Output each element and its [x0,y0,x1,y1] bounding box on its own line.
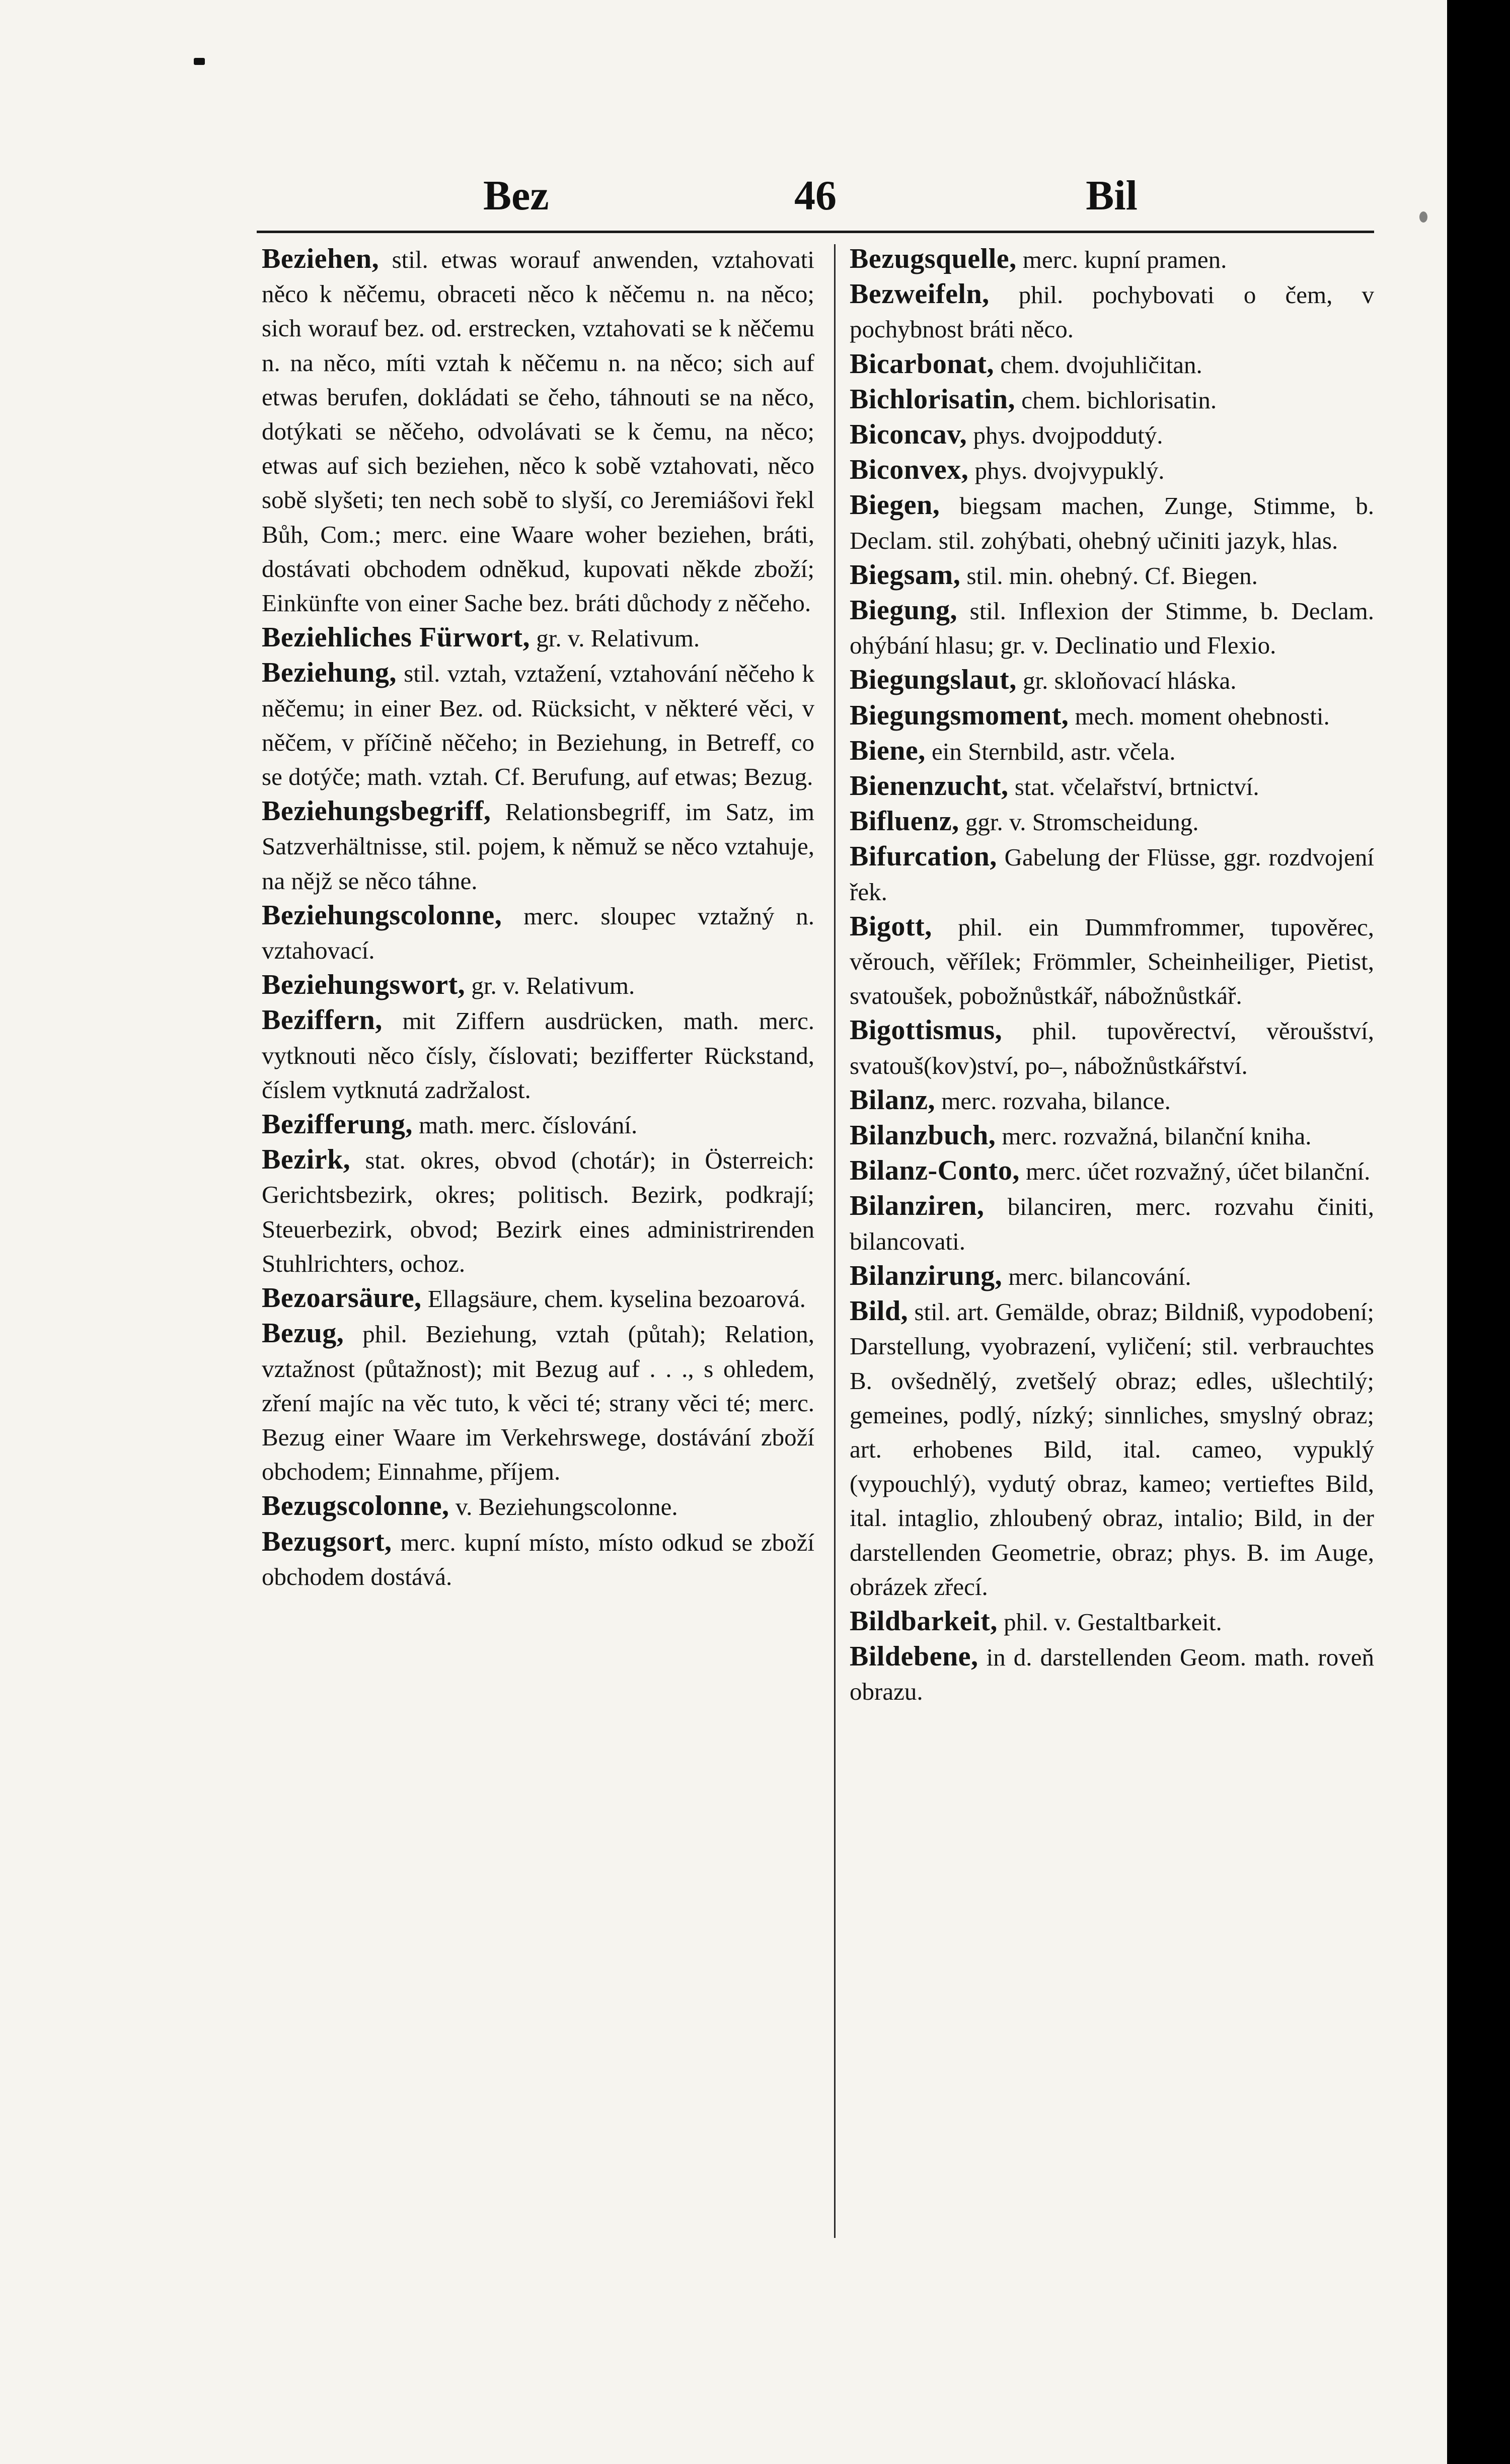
entry-definition: stil. Inflexion der Stimme, b. Declam. ohýbání hlasu; gr. v. Declinatio und Flexio. [850,597,1375,660]
entry-headword: Bifluenz, [850,806,959,837]
entry-headword: Bezugscolonne, [262,1490,449,1522]
entry-definition: mech. moment ohebnosti. [1075,702,1330,730]
dictionary-entry [850,769,1374,804]
dictionary-entry [850,804,1374,839]
entry-headword: Biene, [850,735,926,766]
dictionary-entry [850,1639,1374,1709]
entry-definition: merc. bilancování. [1008,1262,1191,1290]
page-blemish [194,58,205,65]
entry-headword: Bezug, [262,1318,344,1349]
dictionary-entry [262,1489,814,1524]
dictionary-entry [850,242,1374,277]
entry-headword: Beziehungsbegriff, [262,795,491,827]
dictionary-entry [850,1153,1374,1189]
entry-headword: Bildbarkeit, [850,1605,998,1637]
entry-headword: Bigott, [850,910,932,942]
dictionary-entry [262,656,814,794]
entry-definition: merc. účet rozvažný, účet bilanční. [1026,1157,1371,1186]
entry-definition: stat. okres, obvod (chotár); in Österreich: Gerichtsbezirk, okres; politisch. Bezirk, podkrají; Steuerbezirk, obvod; Bezirk eines administrirenden Stuhlrichters, ochoz. [262,1146,814,1277]
entry-headword: Bienenzucht, [850,770,1009,802]
dictionary-entry [262,1142,814,1281]
entry-definition: stil. etwas worauf anwenden, vztahovati něco k něčemu, obraceti něco k něčemu n. na něco; sich worauf bez. od. erstrecken, vztahovati se k něčemu n. na něco, míti vztah k něčemu n. na něco; sich auf etwas berufen, dokládati se čeho, táhnouti se na něco, dotýkati se něčeho, odvolávati se k čemu, na něco; etwas auf sich beziehen, něco k sobě vztahovati, něco sobě slyšeti; ten nech sobě to slyší, co Jeremiášovi řekl Bůh, Com.; merc. eine Waare woher beziehen, bráti, dostávati obchodem odněkud, kupovati někde zboží; Einkünfte von einer Sache bez. bráti důchody z něčeho. [262,246,814,617]
entry-definition: merc. rozvažná, bilanční kniha. [1002,1122,1312,1150]
entry-headword: Biegungsmoment, [850,699,1069,731]
dictionary-entry [262,898,814,968]
entry-headword: Biconcav, [850,419,967,451]
entry-definition: phil. pochybovati o čem, v pochybnost bráti něco. [850,281,1374,343]
entry-definition: ggr. v. Stromscheidung. [965,808,1199,836]
dictionary-entry [850,663,1374,698]
entry-headword: Bezoarsäure, [262,1282,422,1314]
entry-definition: phil. v. Gestaltbarkeit. [1004,1608,1222,1636]
dictionary-entry [262,620,814,656]
entry-definition: merc. kupní pramen. [1022,246,1227,273]
entry-headword: Biegungslaut, [850,664,1017,696]
entry-definition: merc. sloupec vztažný n. vztahovací. [262,902,815,965]
dictionary-entry [262,1281,814,1316]
entry-headword: Bigottismus, [850,1014,1003,1046]
entry-definition: chem. bichlorisatin. [1021,386,1217,414]
entry-headword: Biegsam, [850,559,961,591]
entry-definition: chem. dvojuhličitan. [1000,350,1202,379]
page-number: 46 [794,172,837,219]
entry-headword: Bilanz-Conto, [850,1155,1020,1187]
entry-headword: Bicarbonat, [850,348,995,380]
entry-headword: Beziehungscolonne, [262,899,502,931]
entry-definition: gr. v. Relativum. [471,972,635,1000]
entry-definition: Relationsbegriff, im Satz, im Satzverhältnisse, stil. pojem, k němuž se něco vztahuje, na nějž se něco táhne. [262,798,814,895]
dictionary-entry [850,558,1374,593]
entry-definition: stat. včelařství, brtnictví. [1014,773,1259,801]
column-divider [834,244,836,2238]
dictionary-entry [850,277,1374,346]
entry-headword: Biconvex, [850,454,969,486]
dictionary-entry [850,593,1374,663]
entry-definition: Gabelung der Flüsse, ggr. rozdvojení řek. [850,843,1374,906]
entry-definition: merc. kupní místo, místo odkud se zboží obchodem dostává. [262,1528,815,1590]
entry-definition: stil. art. Gemälde, obraz; Bildniß, vypodobení; Darstellung, vyobrazení, vyličení; stil. verbrauchtes B. ovšednělý, zvetšelý obraz; edles, ušlechtilý; gemeines, podlý, nízký; sinnliches, smyslný obraz; art. erhobenes Bild, ital. cameo, vypuklý (vypouchlý), vydutý obraz, kameo; vertieftes Bild, ital. intaglio, zhloubený obraz, intalio; Bild, in der darstellenden Geometrie, obraz; phys. B. im Auge, obrázek zřecí. [850,1298,1374,1601]
entry-definition: merc. rozvaha, bilance. [941,1086,1171,1115]
dictionary-entry [850,1294,1374,1604]
dictionary-entry [262,1107,814,1142]
dictionary-entry [850,1189,1374,1258]
entry-definition: phil. tupověrectví, věroušství, svatouš(kov)ství, po–, nábožnůstkářství. [850,1017,1374,1079]
entry-definition: Ellagsäure, chem. kyselina bezoarová. [427,1285,806,1313]
dictionary-entry [850,909,1374,1013]
entry-definition: gr. skloňovací hláska. [1022,667,1237,695]
entry-definition: biegsam machen, Zunge, Stimme, b. Declam. stil. zohýbati, ohebný učiniti jazyk, hlas. [850,492,1374,554]
entry-headword: Bifurcation, [850,841,997,873]
entry-definition: math. merc. číslování. [419,1111,638,1139]
entry-headword: Beziehung, [262,657,397,689]
dictionary-entry [850,417,1374,453]
entry-headword: Beziehliches Fürwort, [262,622,531,654]
dictionary-entry [262,242,814,620]
dictionary-entry [850,347,1374,382]
entry-headword: Bildebene, [850,1641,978,1673]
entry-definition: stil. vztah, vztažení, vztahování něčeho k něčemu; in einer Bez. od. Rücksicht, v některé věci, v něčem, v příčině něčeho; in Beziehung, in Betreff, co se dotýče; math. vztah. Cf. Berufung, auf etwas; Bezug. [262,660,814,791]
entry-definition: stil. min. ohebný. Cf. Biegen. [966,561,1258,590]
dictionary-entry [850,1259,1374,1294]
dictionary-entry [850,698,1374,734]
entry-definition: phil. Beziehung, vztah (půtah); Relation, vztažnost (půtažnost); mit Bezug auf . . ., s ohledem, zření majíc na věc tuto, k věci té; strany věci té; merc. Bezug einer Waare im Verkehrswege, dostávání zboží obchodem; Einnahme, příjem. [262,1320,815,1486]
entry-headword: Bezugsquelle, [850,243,1017,274]
dictionary-entry [262,968,814,1003]
entry-definition: phil. ein Dummfrommer, tupověrec, věrouch, věřílek; Frömmler, Scheinheiliger, Pietist, svatoušek, pobožnůstkář, nábožnůstkář. [850,913,1374,1010]
entry-headword: Beziffern, [262,1004,383,1036]
entry-definition: in d. darstellenden Geom. math. roveň obrazu. [850,1643,1374,1706]
entry-headword: Bezirk, [262,1144,351,1176]
dictionary-entry [850,1604,1374,1639]
header-left-catchword: Bez [483,172,549,219]
page-blemish [1419,211,1427,223]
entry-headword: Bezugsort, [262,1526,392,1557]
entry-headword: Bilanzbuch, [850,1120,996,1151]
entry-headword: Biegen, [850,489,940,521]
entry-definition: v. Beziehungscolonne. [455,1493,678,1521]
dictionary-entry [850,453,1374,488]
entry-headword: Bezweifeln, [850,278,990,310]
dictionary-entry [850,1118,1374,1153]
dictionary-entry [850,1083,1374,1118]
dictionary-entry [850,1013,1374,1082]
header-rule [257,231,1374,233]
dictionary-entry [262,794,814,898]
dictionary-entry [850,382,1374,417]
left-column [262,242,814,1594]
entry-headword: Bilanz, [850,1084,935,1116]
entry-definition: gr. v. Relativum. [536,624,700,653]
entry-headword: Bild, [850,1295,909,1327]
dictionary-entry [262,1525,814,1594]
entry-headword: Biegung, [850,595,958,626]
entry-headword: Bilanzirung, [850,1260,1003,1291]
dictionary-entry [850,488,1374,557]
entry-definition: phys. dvojvypuklý. [974,457,1165,485]
header-right-catchword: Bil [1086,172,1138,219]
entry-definition: ein Sternbild, astr. včela. [932,737,1176,765]
entry-definition: bilanciren, merc. rozvahu činiti, bilancovati. [850,1193,1375,1255]
right-column [850,242,1374,1709]
entry-headword: Bezifferung, [262,1109,413,1140]
entry-headword: Bichlorisatin, [850,383,1016,415]
entry-definition: mit Ziffern ausdrücken, math. merc. vytknouti něco čísly, číslovati; bezifferter Rückstand, číslem vytknutá zadržalost. [262,1007,814,1104]
dictionary-entry [262,1316,814,1489]
entry-definition: phys. dvojpoddutý. [973,421,1163,450]
dictionary-entry [850,839,1374,909]
dictionary-entry [850,734,1374,769]
entry-headword: Beziehen, [262,243,380,274]
entry-headword: Beziehungswort, [262,969,466,1001]
dictionary-entry [262,1003,814,1107]
entry-headword: Bilanziren, [850,1190,985,1222]
